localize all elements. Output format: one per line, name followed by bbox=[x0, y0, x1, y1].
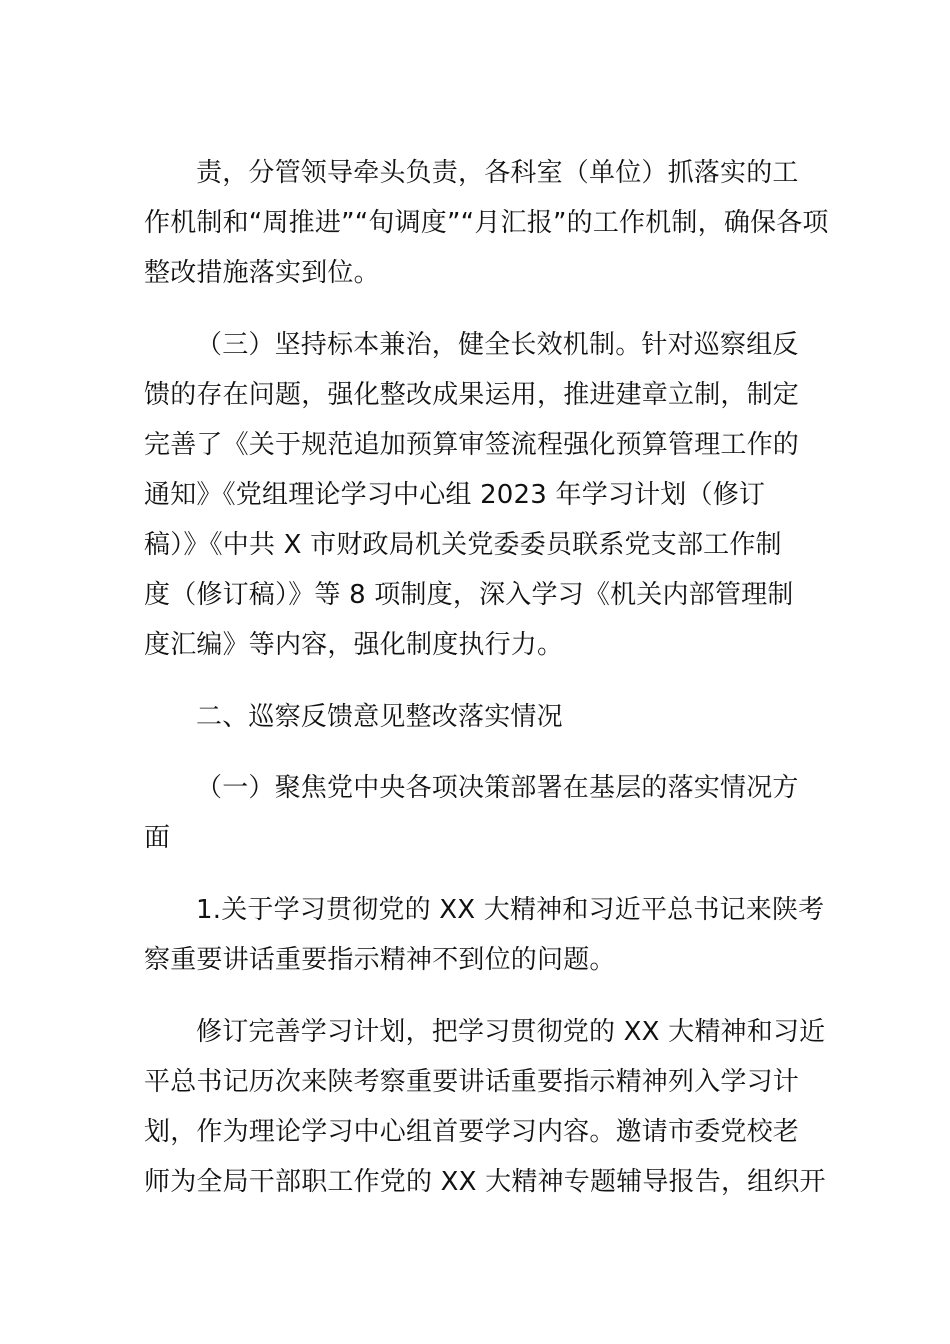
paragraph-line: 修订完善学习计划，把学习贯彻党的 XX 大精神和习近 bbox=[196, 1017, 826, 1047]
paragraph-line: 作机制和“周推进”“旬调度”“月汇报”的工作机制，确保各项 bbox=[144, 208, 829, 238]
paragraph-line: 稿）》《中共 X 市财政局机关党委委员联系党支部工作制 bbox=[144, 530, 782, 560]
item-heading: 1.关于学习贯彻党的 XX 大精神和习近平总书记来陕考 bbox=[196, 895, 825, 925]
subsection-heading: 面 bbox=[144, 823, 171, 853]
paragraph-line: 度（修订稿）》等 8 项制度，深入学习《机关内部管理制 bbox=[144, 580, 794, 610]
paragraph-line: 通知》《党组理论学习中心组 2023 年学习计划（修订 bbox=[144, 480, 766, 510]
item-heading: 察重要讲话重要指示精神不到位的问题。 bbox=[144, 945, 616, 975]
paragraph-line: 度汇编》等内容，强化制度执行力。 bbox=[144, 630, 564, 660]
paragraph-line: （三）坚持标本兼治，健全长效机制。针对巡察组反 bbox=[196, 330, 799, 360]
subsection-heading: （一）聚焦党中央各项决策部署在基层的落实情况方 bbox=[196, 773, 799, 803]
paragraph-line: 责，分管领导牵头负责，各科室（单位）抓落实的工 bbox=[196, 158, 799, 188]
paragraph-line: 师为全局干部职工作党的 XX 大精神专题辅导报告，组织开 bbox=[144, 1167, 826, 1197]
paragraph-line: 整改措施落实到位。 bbox=[144, 258, 380, 288]
section-heading: 二、巡察反馈意见整改落实情况 bbox=[196, 702, 563, 732]
paragraph-line: 馈的存在问题，强化整改成果运用，推进建章立制，制定 bbox=[144, 380, 800, 410]
paragraph-line: 平总书记历次来陕考察重要讲话重要指示精神列入学习计 bbox=[144, 1067, 800, 1097]
paragraph-line: 划，作为理论学习中心组首要学习内容。邀请市委党校老 bbox=[144, 1117, 800, 1147]
paragraph-line: 完善了《关于规范追加预算审签流程强化预算管理工作的 bbox=[144, 430, 800, 460]
